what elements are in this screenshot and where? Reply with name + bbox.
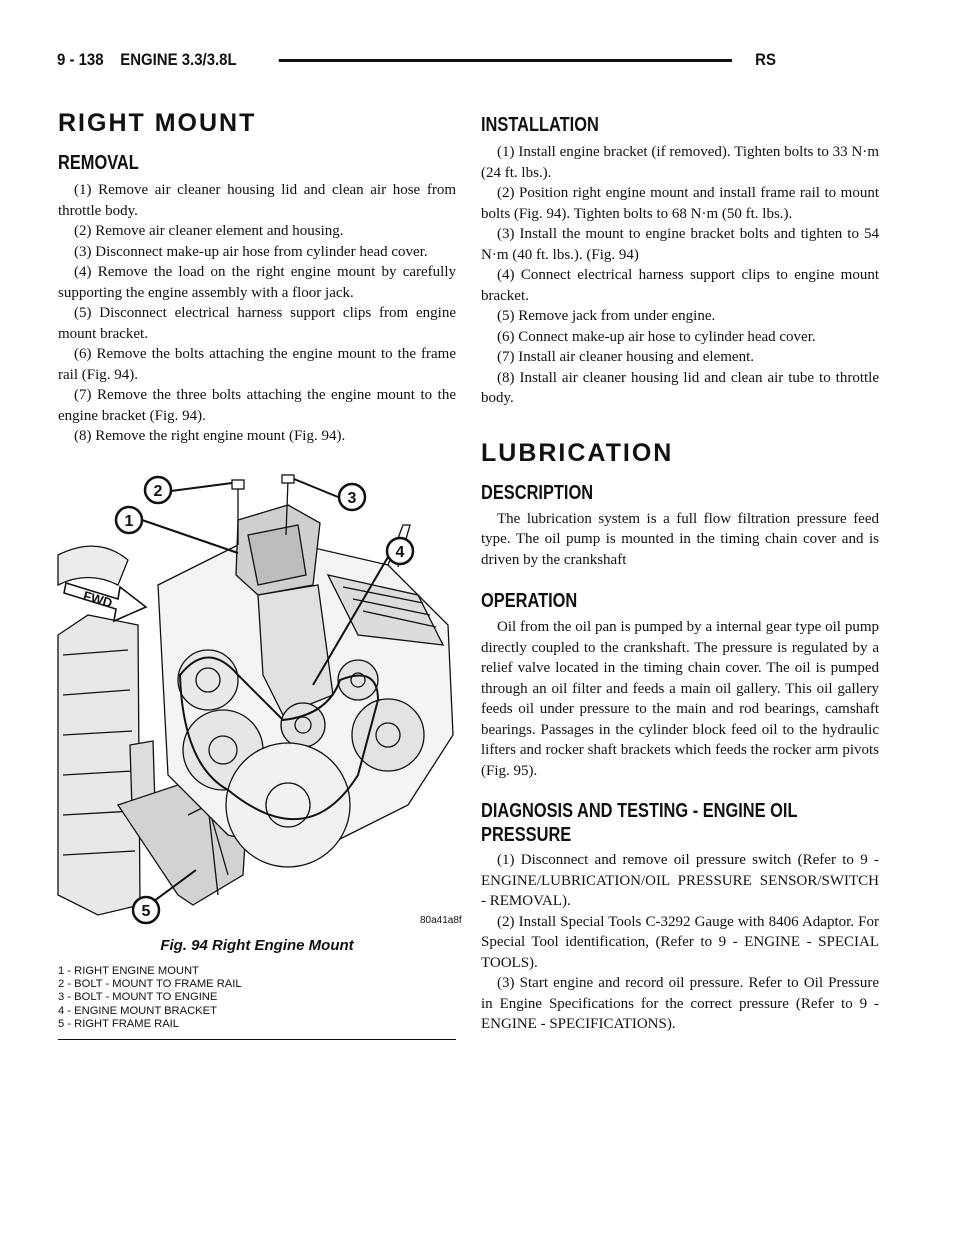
installation-step: (6) Connect make-up air hose to cylinder head cover. — [497, 328, 816, 345]
removal-step: (2) Remove air cleaner element and housing. — [74, 223, 344, 239]
description-text: The lubrication system is a full flow filtration pressure feed type. The oil pump is mounted in the timing chain cover and is driven by the crankshaft — [481, 510, 879, 568]
callout-3-label: 3 — [347, 490, 357, 507]
callout-2-label: 2 — [153, 483, 163, 500]
diagnosis-step: (2) Install Special Tools C-3292 Gauge with 8406 Adaptor. For Special Tool identification, (Refer to 9 - ENGINE - SPECIAL TOOLS). — [481, 913, 879, 971]
figure-94 — [58, 475, 462, 1041]
removal-step: (5) Disconnect electrical harness support clips from engine mount bracket. — [58, 305, 456, 342]
removal-step: (7) Remove the three bolts attaching the engine mount to the engine bracket (Fig. 94). — [58, 387, 456, 424]
removal-heading: REMOVAL — [58, 152, 139, 174]
figure-bottom-rule — [58, 1039, 456, 1040]
legend-item: 2 - BOLT - MOUNT TO FRAME RAIL — [58, 978, 242, 991]
diagnosis-heading-line2: PRESSURE — [481, 824, 572, 846]
callout-5 — [133, 897, 159, 923]
installation-step: (5) Remove jack from under engine. — [497, 308, 716, 324]
removal-step: (3) Disconnect make-up air hose from cylinder head cover. — [74, 243, 428, 260]
figure-caption: Fig. 94 Right Engine Mount — [160, 937, 354, 954]
removal-step: (8) Remove the right engine mount (Fig. 94). — [74, 428, 346, 444]
callout-2 — [145, 477, 171, 503]
callout-3 — [339, 484, 365, 510]
installation-step: (2) Position right engine mount and install frame rail to mount bolts (Fig. 94). Tighten bolts to 68 N·m (50 ft. lbs.). — [481, 185, 879, 222]
removal-step: (4) Remove the load on the right engine mount by carefully supporting the engine assembly with a floor jack. — [58, 264, 456, 301]
fwd-label: FWD — [81, 588, 115, 611]
figure-legend — [58, 965, 242, 1031]
legend-item: 1 - RIGHT ENGINE MOUNT — [58, 965, 199, 977]
right-column — [481, 106, 879, 1035]
installation-heading: INSTALLATION — [481, 114, 599, 136]
page-number: 9 - 138 — [57, 50, 104, 69]
callout-4-label: 4 — [395, 544, 405, 561]
removal-step: (6) Remove the bolts attaching the engine mount to the frame rail (Fig. 94). — [58, 346, 456, 383]
header-rule — [279, 59, 732, 62]
image-code: 80a41a8f — [420, 915, 462, 926]
legend-item: 3 - BOLT - MOUNT TO ENGINE — [58, 991, 218, 1004]
installation-step: (7) Install air cleaner housing and element. — [497, 349, 754, 365]
diagnosis-step: (1) Disconnect and remove oil pressure switch (Refer to 9 - ENGINE/LUBRICATION/OIL PRESSURE SENSOR/SWITCH - REMOVAL). — [481, 852, 879, 909]
callout-5-label: 5 — [141, 903, 151, 920]
fwd-arrow-icon — [64, 583, 146, 621]
engine-mount-illustration — [58, 475, 462, 930]
installation-step: (1) Install engine bracket (if removed). Tighten bolts to 33 N·m (24 ft. lbs.). — [481, 144, 879, 181]
left-column — [58, 106, 456, 447]
diagnosis-step: (3) Start engine and record oil pressure. Refer to Oil Pressure in Engine Specifications for the correct pressure (Refer to 9 - ENGINE - SPECIFICATIONS). — [481, 975, 879, 1032]
installation-step: (4) Connect electrical harness support clips to engine mount bracket. — [481, 267, 879, 304]
legend-item: 4 - ENGINE MOUNT BRACKET — [58, 1004, 217, 1017]
lubrication-title: LUBRICATION — [481, 438, 674, 467]
header-left — [57, 50, 237, 70]
installation-step: (8) Install air cleaner housing lid and clean air tube to throttle body. — [481, 369, 879, 406]
removal-step: (1) Remove air cleaner housing lid and clean air hose from throttle body. — [58, 182, 456, 219]
page-header — [57, 49, 776, 73]
operation-text: Oil from the oil pan is pumped by a internal gear type oil pump directly coupled to the crankshaft. The pressure is regulated by a relief valve located in the timing chain cover. The oil is pumped through an oil filter and feeds a main oil gallery. This oil gallery feeds oil under pressure to the main and rod bearings, camshaft bearings. Passages in the cylinder block feed oil to the hydraulic lifters and rocker shaft brackets which feeds the rocker arm pivots (Fig. 95). — [481, 619, 879, 779]
section-title: ENGINE 3.3/3.8L — [120, 50, 237, 69]
diagnosis-heading-line1: DIAGNOSIS AND TESTING - ENGINE OIL — [481, 800, 798, 822]
diagnosis-heading — [481, 799, 807, 847]
callout-1-label: 1 — [124, 513, 134, 530]
description-heading: DESCRIPTION — [481, 481, 594, 504]
legend-item: 5 - RIGHT FRAME RAIL — [58, 1017, 180, 1030]
installation-step: (3) Install the mount to engine bracket bolts and tighten to 54 N·m (40 ft. lbs.). (Fig. 94) — [481, 226, 879, 263]
right-mount-title: RIGHT MOUNT — [58, 109, 257, 137]
callout-1 — [116, 507, 142, 533]
operation-heading: OPERATION — [481, 590, 578, 612]
model-code: RS — [755, 50, 776, 69]
callout-4 — [387, 538, 413, 564]
